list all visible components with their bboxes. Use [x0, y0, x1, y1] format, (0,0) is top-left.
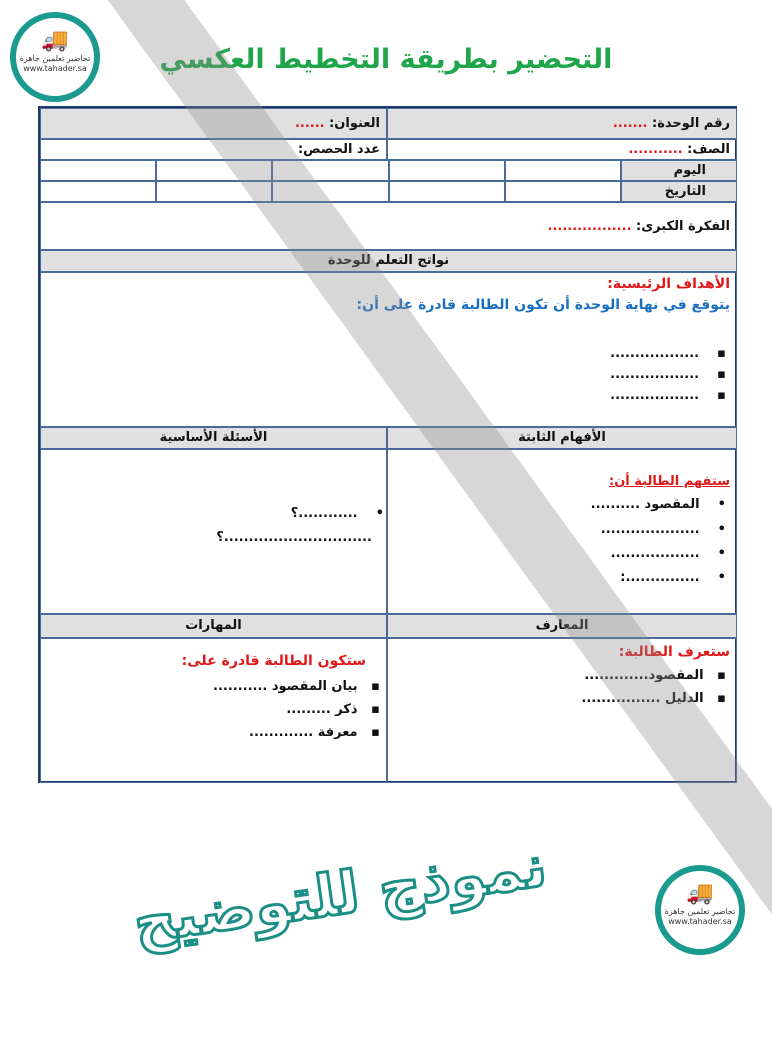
knowledge-item[interactable]: ▪ الدليل ................: [581, 691, 726, 706]
question-item[interactable]: ..............................؟: [216, 530, 372, 545]
date-cell[interactable]: [389, 181, 505, 202]
understanding-item[interactable]: • المقصود ..........: [590, 497, 726, 512]
grade-label: الصف:: [687, 142, 730, 157]
skill-item[interactable]: ▪ معرفة .............: [249, 725, 380, 740]
subject-value[interactable]: ......: [294, 116, 325, 131]
logo-url: www.tahader.sa: [23, 64, 87, 73]
knowledge-header: المعارف: [387, 614, 737, 638]
logo-text: تحاضير تعلمين جاهزة: [19, 54, 91, 63]
outcomes-header: نواتج التعلم للوحدة: [40, 250, 737, 272]
knowledge-label: ستعرف الطالبة:: [618, 644, 730, 660]
goal-item[interactable]: ▪ ..................: [610, 388, 726, 403]
logo-text: تحاضير تعلمين جاهزة: [664, 907, 736, 916]
unit-label: رقم الوحدة:: [652, 116, 730, 131]
big-idea-label: الفكرة الكبرى:: [636, 219, 730, 234]
understandings-header: الأفهام الثابتة: [387, 427, 737, 449]
date-cell[interactable]: [40, 181, 156, 202]
understandings-label: ستفهم الطالبة أن:: [609, 474, 730, 489]
watermark-text: نموذج للتوضيح: [129, 831, 551, 957]
truck-icon: 🚚: [686, 881, 714, 906]
date-label: التاريخ: [664, 184, 706, 199]
questions-header: الأسئلة الأساسية: [40, 427, 387, 449]
big-idea-cell: [40, 202, 737, 250]
skills-label: ستكون الطالبة قادرة على:: [181, 653, 366, 669]
goal-item[interactable]: ▪ ..................: [610, 346, 726, 361]
periods-label: عدد الحصص:: [297, 142, 380, 157]
day-cell[interactable]: [389, 160, 505, 181]
day-cell[interactable]: [40, 160, 156, 181]
main-goals-intro: يتوقع في نهاية الوحدة أن تكون الطالبة قادرة على أن:: [356, 297, 730, 313]
skill-item[interactable]: ▪ ذكر .........: [286, 702, 380, 717]
date-label-cell: [621, 181, 737, 202]
day-label: اليوم: [673, 163, 706, 178]
truck-icon: 🚚: [41, 28, 69, 53]
brand-logo: [10, 12, 100, 102]
questions-cell: [40, 449, 387, 614]
subject-label: العنوان:: [329, 116, 380, 131]
big-idea-value[interactable]: .................: [547, 219, 632, 234]
grade-value[interactable]: ...........: [628, 142, 683, 157]
question-item[interactable]: • ............؟: [290, 506, 384, 521]
page-title: التحضير بطريقة التخطيط العكسي: [159, 44, 613, 75]
skills-cell: [40, 638, 387, 783]
unit-value[interactable]: .......: [612, 116, 648, 131]
understanding-item[interactable]: • ..................: [610, 546, 726, 561]
goal-item[interactable]: ▪ ..................: [610, 367, 726, 382]
brand-logo: [655, 865, 745, 955]
date-cell[interactable]: [505, 181, 621, 202]
knowledge-item[interactable]: ▪ المقصود.............: [584, 668, 726, 683]
understanding-item[interactable]: • ...............:: [620, 570, 726, 585]
skill-item[interactable]: ▪ بيان المقصود ...........: [213, 679, 380, 694]
skills-header: المهارات: [40, 614, 387, 638]
main-goals-label: الأهداف الرئيسية:: [607, 276, 730, 292]
understanding-item[interactable]: • ....................: [600, 522, 726, 537]
day-label-cell: [621, 160, 737, 181]
unit-number-cell: [387, 108, 737, 139]
logo-url: www.tahader.sa: [668, 917, 732, 926]
day-cell[interactable]: [505, 160, 621, 181]
grade-cell: [387, 139, 737, 160]
